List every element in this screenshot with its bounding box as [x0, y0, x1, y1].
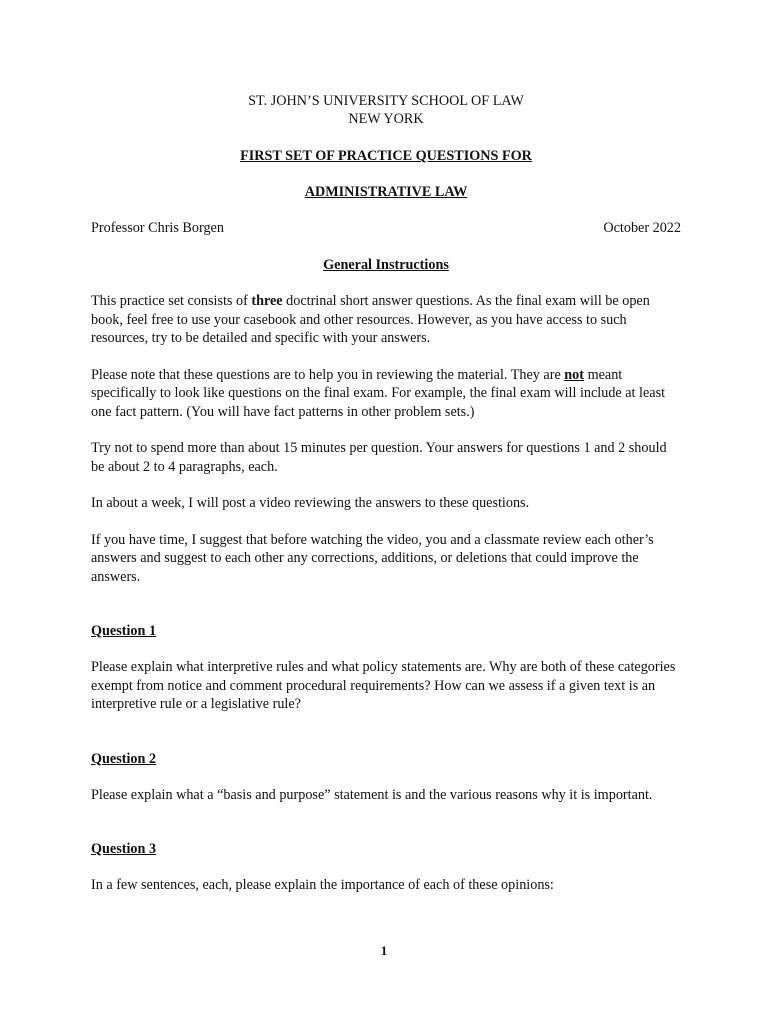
- professor-name: Professor Chris Borgen: [91, 220, 224, 236]
- instructions-paragraph-2: Please note that these questions are to help you in reviewing the material. They are not meant specifically to look like questions on the final exam. For example, the final exam will include at least one fact pattern. (You will have fact patterns in other problem sets.): [91, 366, 666, 420]
- instructions-paragraph-5: If you have time, I suggest that before watching the video, you and a classmate review each other’s answers and suggest to each other any corrections, additions, or deletions that could improve the answers.: [91, 531, 654, 585]
- question-1-text: Please explain what interpretive rules and what policy statements are. Why are both of these categories exempt from notice and comment procedural requirements? How can we assess if a given text is an interpretive rule or a legislative rule?: [91, 659, 676, 712]
- instructions-paragraph-1: This practice set consists of three doctrinal short answer questions. As the final exam will be open book, feel free to use your casebook and other resources. However, as you have access to such resources, try to be detailed and specific with your answers.: [91, 293, 650, 346]
- professor-date-row: [91, 219, 681, 237]
- emphasis-not: not: [564, 366, 585, 383]
- emphasis-three: three: [251, 293, 283, 309]
- question-2-text: Please explain what a “basis and purpose” statement is and the various reasons why it is important.: [91, 786, 653, 803]
- instructions-paragraph-4: In about a week, I will post a video reviewing the answers to these questions.: [91, 495, 530, 511]
- instructions-paragraph-3: Try not to spend more than about 15 minutes per question. Your answers for questions 1 and 2 should be about 2 to 4 paragraphs, each.: [91, 440, 667, 475]
- instructions-heading: General Instructions: [323, 257, 449, 273]
- question-1-heading: Question 1: [91, 623, 157, 639]
- document-title-line1: FIRST SET OF PRACTICE QUESTIONS FOR: [240, 148, 532, 164]
- question-2-heading: Question 2: [91, 750, 157, 767]
- question-3-heading: Question 3: [91, 841, 157, 857]
- school-name: ST. JOHN’S UNIVERSITY SCHOOL OF LAW: [248, 93, 524, 109]
- document-page: [91, 92, 681, 895]
- question-3-text: In a few sentences, each, please explain the importance of each of these opinions:: [91, 877, 554, 893]
- school-city: NEW YORK: [348, 111, 424, 127]
- document-title-line2: ADMINISTRATIVE LAW: [304, 184, 468, 200]
- page-number: 1: [380, 943, 388, 958]
- document-date: October 2022: [603, 220, 681, 236]
